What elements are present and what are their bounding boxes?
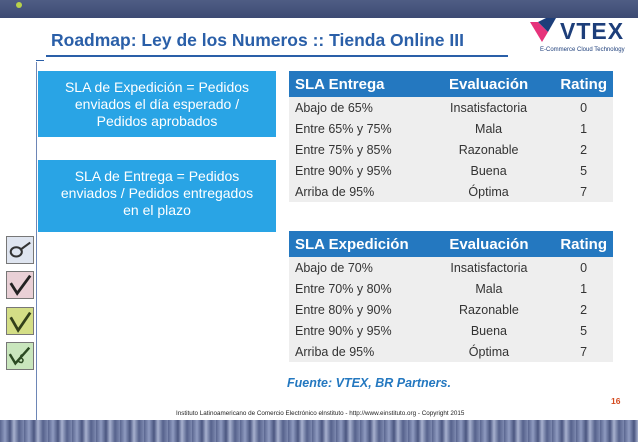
evaluation-cell: Buena	[470, 323, 507, 338]
ok-gesture-icon	[6, 236, 34, 264]
definition-line: enviados / Pedidos entregados	[60, 185, 254, 201]
rating-cell: 1	[580, 121, 588, 136]
definition-line: SLA de Expedición = Pedidos	[64, 79, 250, 95]
title-rule	[46, 55, 508, 57]
table-row	[289, 299, 613, 320]
checkmark-icon	[6, 271, 34, 299]
evaluation-cell: Razonable	[459, 302, 519, 317]
table-row	[289, 181, 613, 202]
column-header: Evaluación	[423, 71, 554, 97]
range-cell: Entre 70% y 80%	[295, 281, 392, 296]
evaluation-cell: Óptima	[468, 184, 509, 199]
table-row	[289, 118, 613, 139]
column-header: Rating	[554, 231, 613, 257]
vtex-logo-icon	[528, 16, 562, 46]
range-cell: Entre 90% y 95%	[295, 163, 392, 178]
table-sla-entrega	[289, 71, 613, 202]
table-header-row	[289, 231, 613, 257]
dollar-checkmark-icon	[6, 342, 34, 370]
vtex-logo	[528, 16, 632, 60]
definition-line: en el plazo	[123, 202, 191, 218]
evaluation-cell: Óptima	[468, 344, 510, 359]
range-cell: Arriba de 95%	[295, 344, 375, 359]
rating-cell: 5	[580, 323, 588, 338]
rating-cell: 7	[580, 344, 588, 359]
table-row	[289, 257, 613, 278]
table-row	[289, 160, 613, 181]
definition-line: enviados el día esperado /	[74, 96, 240, 112]
table-row	[289, 139, 613, 160]
table-row	[289, 97, 613, 118]
table-row	[289, 320, 613, 341]
rating-cell: 2	[580, 302, 588, 317]
slide-title: Roadmap: Ley de los Numeros :: Tienda Online III	[51, 30, 464, 50]
logo-tagline: E-Commerce Cloud Technology	[540, 47, 625, 53]
footer-band	[0, 420, 638, 442]
evaluation-cell: Razonable	[458, 142, 519, 157]
column-header: Evaluación	[424, 231, 555, 257]
rating-cell: 0	[580, 260, 588, 275]
rating-cell: 2	[580, 142, 588, 157]
table-header-row	[289, 71, 613, 97]
evaluation-cell: Mala	[475, 281, 503, 296]
page-number: 16	[611, 396, 621, 406]
range-cell: Entre 75% y 85%	[295, 142, 392, 157]
column-header: SLA Entrega	[289, 71, 423, 97]
range-cell: Abajo de 65%	[295, 100, 373, 115]
definition-line: Pedidos aprobados	[96, 113, 218, 129]
table-row	[289, 278, 613, 299]
footer-copyright: Instituto Latinoamericano de Comercio Electrónico elnstituto - http://www.einstituto.org - Copyright 2015	[176, 410, 465, 417]
column-header: SLA Expedición	[289, 231, 424, 257]
range-cell: Abajo de 70%	[295, 260, 373, 275]
definition-line: SLA de Entrega = Pedidos	[74, 168, 240, 184]
column-header: Rating	[554, 71, 613, 97]
evaluation-cell: Insatisfactoria	[450, 100, 528, 115]
evaluation-cell: Insatisfactoria	[450, 260, 528, 275]
title-rule-tick	[36, 60, 44, 61]
top-dot	[16, 2, 22, 8]
logo-word: VTEX	[560, 18, 625, 44]
table-sla-expedicion	[289, 231, 613, 362]
range-cell: Entre 90% y 95%	[295, 323, 392, 338]
rating-cell: 1	[580, 281, 588, 296]
rating-cell: 0	[580, 100, 588, 115]
range-cell: Arriba de 95%	[295, 184, 375, 199]
range-cell: Entre 65% y 75%	[295, 121, 392, 136]
checkmark-icon	[6, 307, 34, 335]
evaluation-cell: Buena	[470, 163, 507, 178]
rating-cell: 5	[580, 163, 588, 178]
sidebar-line	[36, 62, 37, 435]
evaluation-cell: Mala	[475, 121, 503, 136]
definition-sla-expedicion	[38, 71, 276, 137]
source-caption: Fuente: VTEX, BR Partners.	[287, 376, 451, 390]
range-cell: Entre 80% y 90%	[295, 302, 392, 317]
table-row	[289, 341, 613, 362]
rating-cell: 7	[580, 184, 588, 199]
definition-sla-entrega	[38, 160, 276, 232]
